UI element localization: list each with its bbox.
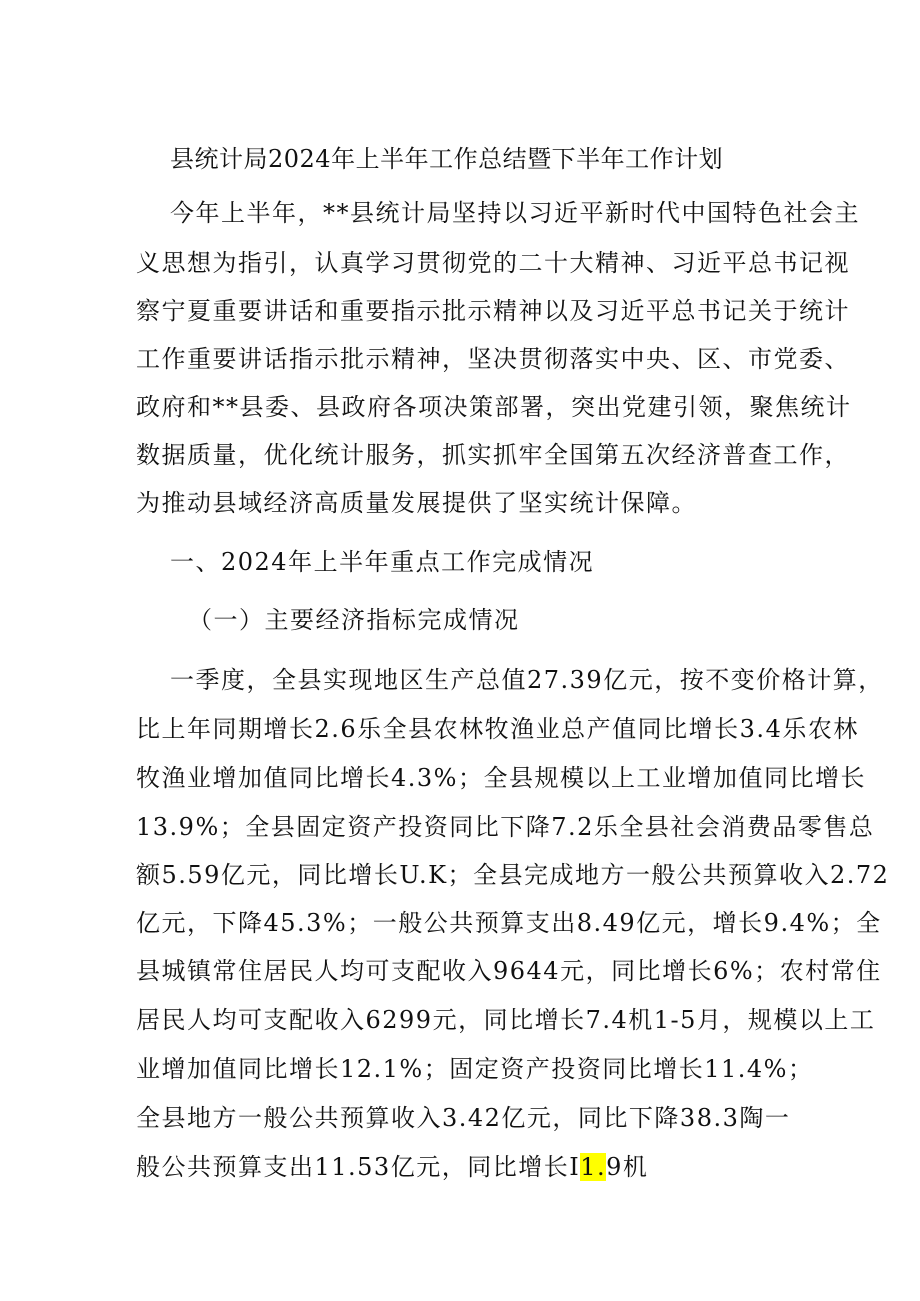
body-line-6: 亿元，下降45.3%；一般公共预算支出8.49亿元，增长9.4%；全 (136, 909, 882, 937)
body-line-3: 牧渔业增加值同比增长4.3%；全县规模以上工业增加值同比增长 (136, 764, 866, 792)
body-line-10: 全县地方一般公共预算收入3.42亿元，同比下降38.3陶一 (136, 1104, 791, 1132)
body-line-8: 居民人均可支配收入6299元，同比增长7.4机1-5月，规模以上工 (136, 1006, 876, 1034)
intro-line-2: 义思想为指引，认真学习贯彻党的二十大精神、习近平总书记视 (136, 249, 850, 277)
body-line-4: 13.9%；全县固定资产投资同比下降7.2乐全县社会消费品零售总 (136, 813, 875, 841)
intro-line-7: 为推动县域经济高质量发展提供了坚实统计保障。 (136, 489, 697, 517)
last-line-tail: 9机 (606, 1153, 649, 1181)
body-line-11 (136, 1150, 648, 1184)
document-title: 县统计局2024年上半年工作总结暨下半年工作计划 (170, 145, 724, 173)
highlighted-text: 1. (580, 1153, 607, 1181)
body-line-9: 业增加值同比增长12.1%；固定资产投资同比增长11.4%； (136, 1055, 814, 1083)
body-line-5: 额5.59亿元，同比增长U.K；全县完成地方一般公共预算收入2.72 (136, 861, 890, 889)
intro-line-3: 察宁夏重要讲话和重要指示批示精神以及习近平总书记关于统计 (136, 297, 850, 325)
last-line-text: 般公共预算支出11.53亿元，同比增长I (136, 1153, 581, 1181)
intro-line-1: 今年上半年，**县统计局坚持以习近平新时代中国特色社会主 (170, 199, 860, 227)
body-line-1: 一季度，全县实现地区生产总值27.39亿元，按不变价格计算， (170, 666, 884, 694)
section-heading: 一、2024年上半年重点工作完成情况 (170, 548, 595, 576)
body-line-2: 比上年同期增长2.6乐全县农林牧渔业总产值同比增长3.4乐农林 (136, 715, 859, 743)
intro-line-6: 数据质量，优化统计服务，抓实抓牢全国第五次经济普查工作， (136, 441, 850, 469)
subsection-heading: （一）主要经济指标完成情况 (188, 606, 520, 634)
intro-line-5: 政府和**县委、县政府各项决策部署，突出党建引领，聚焦统计 (136, 393, 852, 421)
body-line-7: 县城镇常住居民人均可支配收入9644元，同比增长6%；农村常住 (136, 957, 882, 985)
intro-line-4: 工作重要讲话指示批示精神，坚决贯彻落实中央、区、市党委、 (136, 345, 850, 373)
